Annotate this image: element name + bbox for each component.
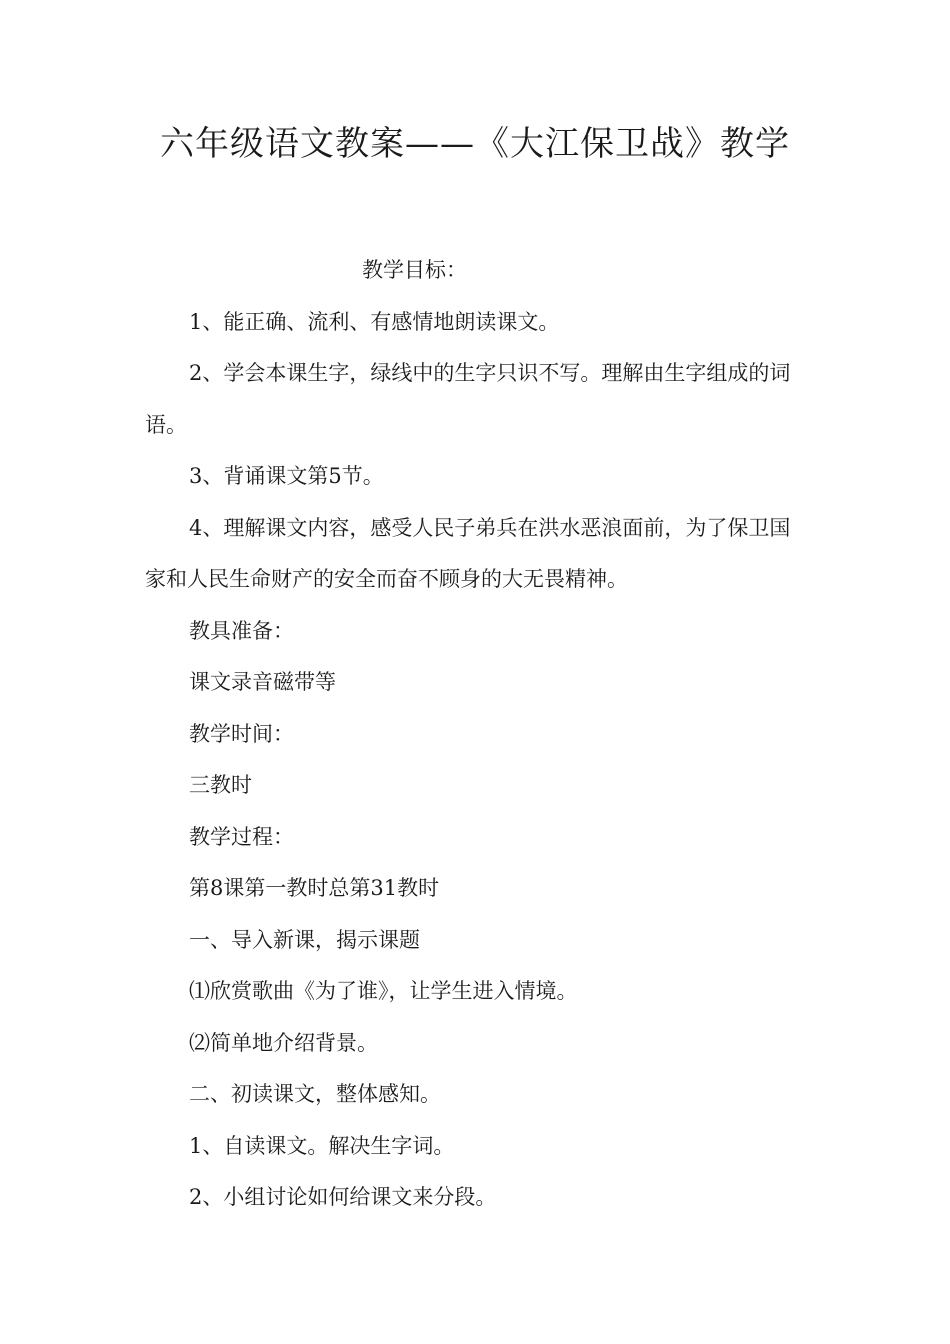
- objective-item-2: 2、学会本课生字，绿线中的生字只识不写。理解由生字组成的词语。: [145, 361, 791, 437]
- section-heading-process: 教学过程：: [189, 824, 294, 849]
- step-heading-2: 二、初读课文，整体感知。: [189, 1082, 441, 1106]
- step-item: 1、自读课文。解决生字词。: [189, 1133, 455, 1158]
- lesson-period-line: 第8课第一教时总第31教时: [189, 876, 440, 900]
- step-item: ⑴欣赏歌曲《为了谁》，让学生进入情境。: [189, 979, 578, 1003]
- document-body: [145, 245, 805, 1224]
- document-title: 六年级语文教案——《大江保卫战》教学: [160, 124, 790, 164]
- objective-item-1: 1、能正确、流利、有感情地朗读课文。: [189, 309, 560, 334]
- time-text: 三教时: [189, 773, 252, 797]
- step-item: 2、小组讨论如何给课文来分段。: [189, 1185, 497, 1209]
- section-heading-time: 教学时间：: [189, 721, 294, 746]
- section-heading-materials: 教具准备：: [189, 618, 294, 643]
- objective-item-3: 3、背诵课文第5节。: [189, 464, 384, 488]
- materials-text: 课文录音磁带等: [189, 670, 336, 694]
- objective-item-4: 4、理解课文内容，感受人民子弟兵在洪水恶浪面前，为了保卫国家和人民生命财产的安全而奋不顾身的大无畏精神。: [145, 515, 791, 591]
- step-item: ⑵简单地介绍背景。: [189, 1030, 378, 1055]
- section-heading-objectives: 教学目标：: [362, 258, 467, 282]
- step-heading-1: 一、导入新课，揭示课题: [189, 927, 420, 952]
